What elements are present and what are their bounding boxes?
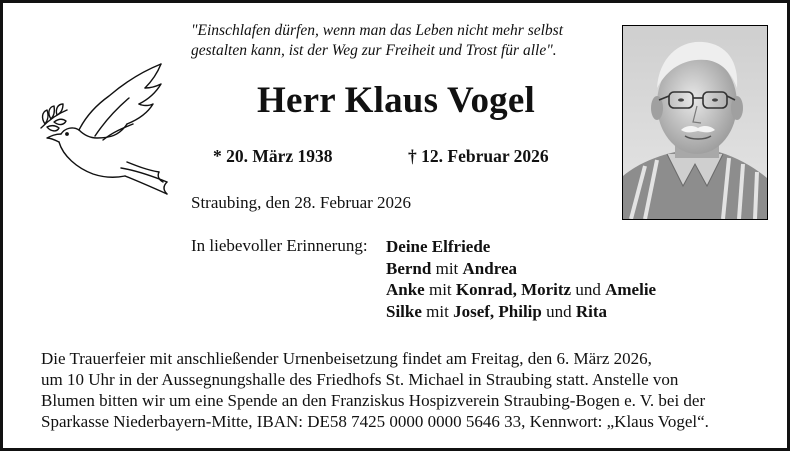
motto-line: gestalten kann, ist der Weg zur Freiheit und Trost für alle". (191, 42, 557, 59)
connector-word: und (541, 301, 576, 321)
mourner-name: Josef, Philip (453, 301, 542, 321)
place-and-date: Straubing, den 28. Februar 2026 (191, 193, 412, 212)
mourner-line (386, 236, 656, 258)
funeral-line: Sparkasse Niederbayern-Mitte, IBAN: DE58 7425 0000 0000 5646 33, Kennwort: „Klaus Vogel“. (41, 412, 709, 431)
mourner-line (386, 258, 656, 280)
connector-word: mit (431, 258, 463, 278)
mourner-name: Silke (386, 301, 422, 321)
motto-line: "Einschlafen dürfen, wenn man das Leben nicht mehr selbst (191, 22, 564, 39)
mourner-name: Amelie (605, 280, 657, 299)
mourner-name: Rita (575, 301, 608, 321)
connector-word: mit (424, 280, 456, 299)
birth-date: * 20. März 1938 (213, 146, 333, 166)
mourner-name: Bernd (386, 258, 432, 278)
mourner-name: Deine Elfriede (386, 237, 491, 256)
funeral-information (41, 348, 771, 432)
funeral-line: Die Trauerfeier mit anschließender Urnenbeisetzung findet am Freitag, den 6. März 2026, (41, 349, 652, 368)
mourner-name: Andrea (462, 258, 517, 278)
portrait-photo (622, 25, 768, 220)
motto-quote (191, 21, 601, 61)
mourner-line (386, 279, 656, 301)
mourner-name: Anke (386, 280, 425, 299)
mourners-label: In liebevoller Erinnerung: (191, 236, 368, 255)
funeral-line: um 10 Uhr in der Aussegnungshalle des Friedhofs St. Michael in Straubing statt. Anstelle von (41, 370, 679, 389)
deceased-name: Herr Klaus Vogel (257, 80, 535, 121)
mourners-list (386, 236, 656, 322)
mourner-name: Konrad, Moritz (455, 280, 572, 299)
funeral-line: Blumen bitten wir um eine Spende an den Franziskus Hospizverein Straubing-Bogen e. V. bei der (41, 391, 706, 410)
dove-icon (33, 58, 173, 203)
connector-word: mit (421, 301, 454, 321)
connector-word: und (571, 280, 606, 299)
mourner-line (386, 301, 656, 323)
death-date: † 12. Februar 2026 (408, 146, 549, 166)
